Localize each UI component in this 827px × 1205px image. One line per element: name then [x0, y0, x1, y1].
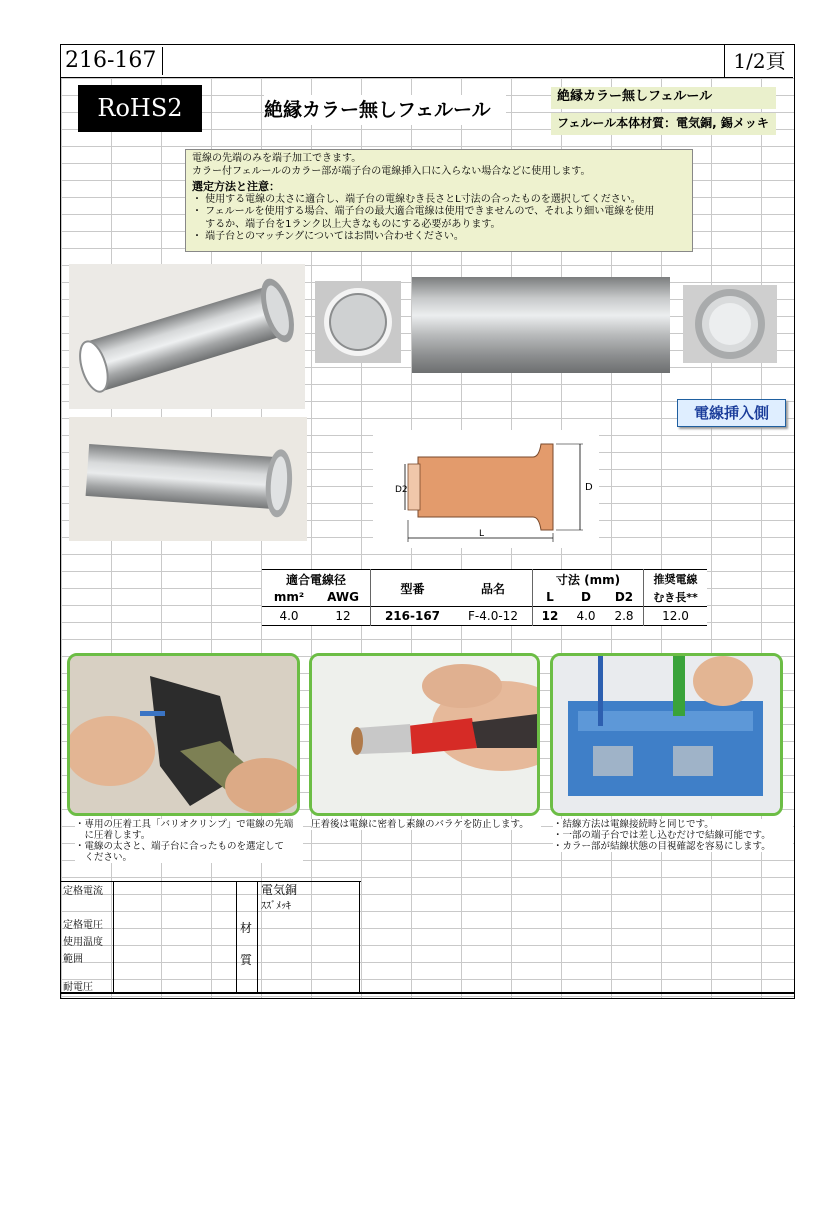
prop-rated-current: 定格電流 — [63, 886, 103, 897]
caption-left-3: ・電線の太さと、端子台に合ったものを選定して — [75, 841, 285, 852]
cell-name: F-4.0-12 — [468, 609, 518, 623]
ferrule-photo-lying — [69, 417, 307, 541]
note-bullet-3: するか、端子台を1ランク以上大きなものにする必要があります。 — [192, 218, 501, 230]
caption-right-3: ・カラー部が結線状態の目視確認を容易にします。 — [553, 841, 771, 852]
part-number: 216-167 — [63, 47, 163, 75]
crimped-wire-photo — [309, 653, 540, 816]
cell-model: 216-167 — [371, 607, 455, 626]
note-intro-1: 電線の先端のみを端子加工できます。 — [192, 153, 362, 164]
th-awg: AWG — [327, 590, 359, 604]
notes-box — [185, 149, 693, 252]
ferrule-photo-end-view-1 — [315, 281, 401, 363]
th-name: 品名 — [480, 581, 505, 596]
insertion-side-badge: 電線挿入側 — [677, 399, 786, 427]
spec-sheet — [60, 44, 795, 999]
title-bar — [61, 45, 793, 78]
th-mm2: mm² — [273, 590, 305, 604]
info-line-2: フェルール本体材質：電気銅, 錫メッキ — [551, 113, 776, 135]
ferrule-photo-end-view-2 — [683, 285, 777, 363]
caption-left-2: に圧着します。 — [75, 830, 151, 841]
th-l: L — [533, 588, 568, 607]
crimp-tool-photo — [67, 653, 300, 816]
th-strip-2: むき長** — [644, 588, 708, 607]
caption-right-2: ・一部の端子台では差し込むだけで結線可能です。 — [553, 830, 771, 841]
prop-rated-voltage: 定格電圧 — [63, 920, 103, 931]
page-number: 1/2頁 — [724, 45, 794, 77]
th-d2: D2 — [614, 590, 634, 604]
terminal-block-photo — [550, 653, 783, 816]
caption-right — [553, 819, 793, 852]
caption-middle — [311, 819, 541, 830]
note-heading: 選定方法と注意： — [192, 180, 280, 193]
note-bullet-1: ・ 使用する電線の太さに適合し、端子台の電線むき長さとL寸法の合ったものを選択してください。 — [192, 193, 641, 205]
cell-d: 4.0 — [576, 609, 596, 623]
dimension-drawing — [373, 430, 599, 548]
caption-left — [75, 819, 303, 863]
cell-awg: 12 — [335, 609, 351, 623]
page-title: 絶縁カラー無しフェルール — [264, 95, 506, 125]
th-dims: 寸法 (mm) — [533, 570, 644, 589]
th-strip-1: 推奨電線 — [644, 570, 708, 589]
note-intro-2: カラー付フェルールのカラー部が端子台の電線挿入口に入らない場合などに使用します。 — [192, 165, 591, 177]
dim-d2-label: D2 — [395, 485, 408, 495]
th-d: D — [581, 590, 591, 604]
prop-material-1: 材 — [240, 921, 253, 935]
th-wire: 適合電線径 — [285, 572, 346, 587]
cell-d2: 2.8 — [614, 609, 634, 623]
prop-temp-range-2: 範囲 — [63, 954, 83, 965]
prop-material-value-2: ｽｽﾞﾒｯｷ — [261, 901, 291, 912]
table-row — [262, 607, 707, 626]
note-bullet-2: ・ フェルールを使用する場合、端子台の最大適合電線は使用できませんので、それより細い電線を使用 — [192, 206, 655, 217]
caption-middle-1: 圧着後は電線に密着し素線のバラケを防止します。 — [311, 819, 529, 830]
prop-temp-range-1: 使用温度 — [63, 937, 103, 948]
prop-withstand: 耐電圧 — [63, 982, 93, 993]
dim-d-label: D — [585, 482, 593, 493]
note-bullet-4: ・ 端子台とのマッチングについてはお問い合わせください。 — [192, 231, 464, 242]
ferrule-photo-side — [412, 277, 670, 373]
prop-material-value-1: 電気銅 — [261, 883, 298, 897]
ferrule-photo-angled — [69, 264, 305, 409]
cell-mm2: 4.0 — [279, 609, 299, 623]
cell-strip: 12.0 — [644, 607, 708, 626]
dim-l-label: L — [479, 529, 485, 539]
rohs-badge: RoHS2 — [78, 85, 202, 132]
spec-table — [262, 569, 707, 626]
info-line-1: 絶縁カラー無しフェルール — [551, 87, 776, 109]
cell-l: 12 — [533, 607, 568, 626]
prop-material-2: 質 — [240, 953, 253, 967]
caption-right-1: ・結線方法は電線接続時と同じです。 — [553, 819, 714, 830]
th-model: 型番 — [371, 570, 455, 607]
caption-left-4: ください。 — [75, 852, 133, 863]
caption-left-1: ・専用の圧着工具「バリオクリンプ」で電線の先端 — [75, 819, 294, 830]
properties-block — [61, 881, 361, 998]
